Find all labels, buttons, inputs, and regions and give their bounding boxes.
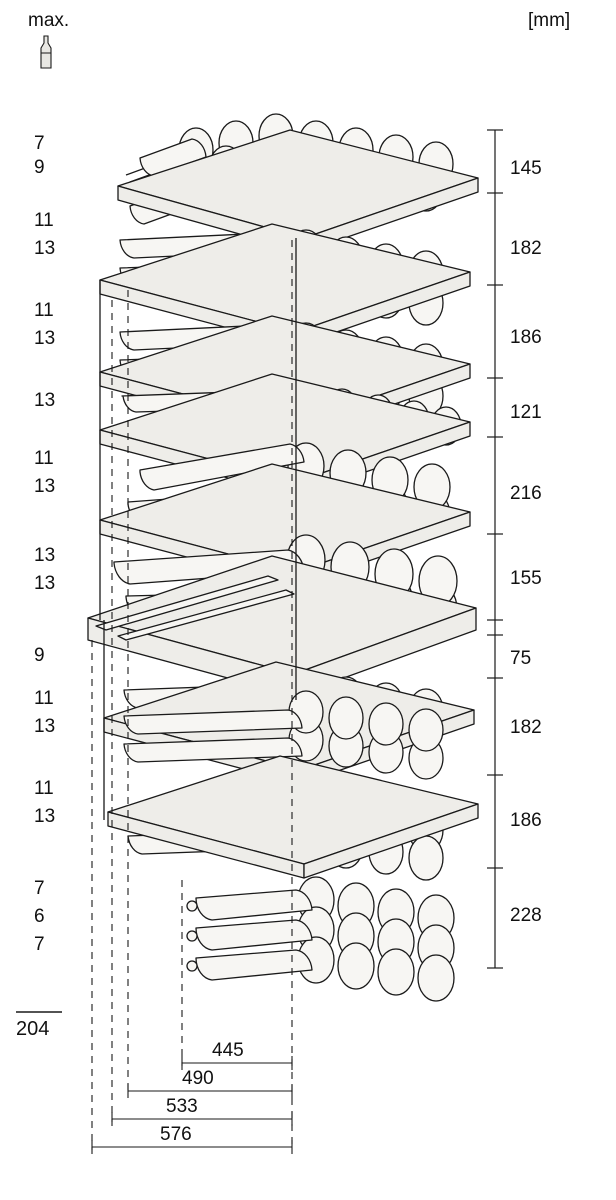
depth-dimension-576: 576	[160, 1124, 192, 1145]
shelf-height-10: 228	[510, 905, 542, 926]
capacity-group-2-value-1: 11	[34, 210, 54, 231]
depth-dimension-490: 490	[182, 1068, 214, 1089]
shelf-height-8: 182	[510, 717, 542, 738]
depth-dimension-445: 445	[212, 1040, 244, 1061]
unit-label: [mm]	[528, 10, 571, 31]
shelf-height-9: 186	[510, 810, 542, 831]
capacity-group-8-value-2: 13	[34, 716, 56, 737]
capacity-group-9-value-2: 13	[34, 806, 56, 827]
shelf-height-6: 155	[510, 568, 542, 589]
capacity-group-10-value-2: 6	[34, 906, 45, 927]
depth-dimension-533: 533	[166, 1096, 198, 1117]
capacity-group-6-value-2: 13	[34, 573, 56, 594]
capacity-group-9-value-1: 11	[34, 778, 54, 799]
shelf-height-7: 75	[510, 648, 532, 669]
capacity-group-4-value-1: 13	[34, 390, 56, 411]
capacity-group-2-value-2: 13	[34, 238, 56, 259]
shelf-height-4: 121	[510, 402, 542, 423]
capacity-group-8-value-1: 11	[34, 688, 54, 709]
bottle-icon	[41, 36, 51, 68]
capacity-group-3-value-2: 13	[34, 328, 56, 349]
capacity-group-10-value-3: 7	[34, 934, 45, 955]
max-label: max.	[28, 10, 70, 31]
total-capacity-value: 204	[16, 1018, 50, 1040]
capacity-group-10-value-1: 7	[34, 878, 45, 899]
capacity-group-5-value-1: 11	[34, 448, 54, 469]
right-dimension-ladder	[487, 130, 503, 968]
capacity-group-5-value-2: 13	[34, 476, 56, 497]
shelf-height-3: 186	[510, 327, 542, 348]
capacity-group-3-value-1: 11	[34, 300, 54, 321]
capacity-group-6-value-1: 13	[34, 545, 56, 566]
shelf-height-5: 216	[510, 483, 542, 504]
shelf-height-2: 182	[510, 238, 542, 259]
capacity-group-1-value-1: 7	[34, 133, 45, 154]
capacity-group-1-value-2: 9	[34, 157, 45, 178]
shelf-height-1: 145	[510, 158, 542, 179]
capacity-group-7-value-1: 9	[34, 645, 45, 666]
